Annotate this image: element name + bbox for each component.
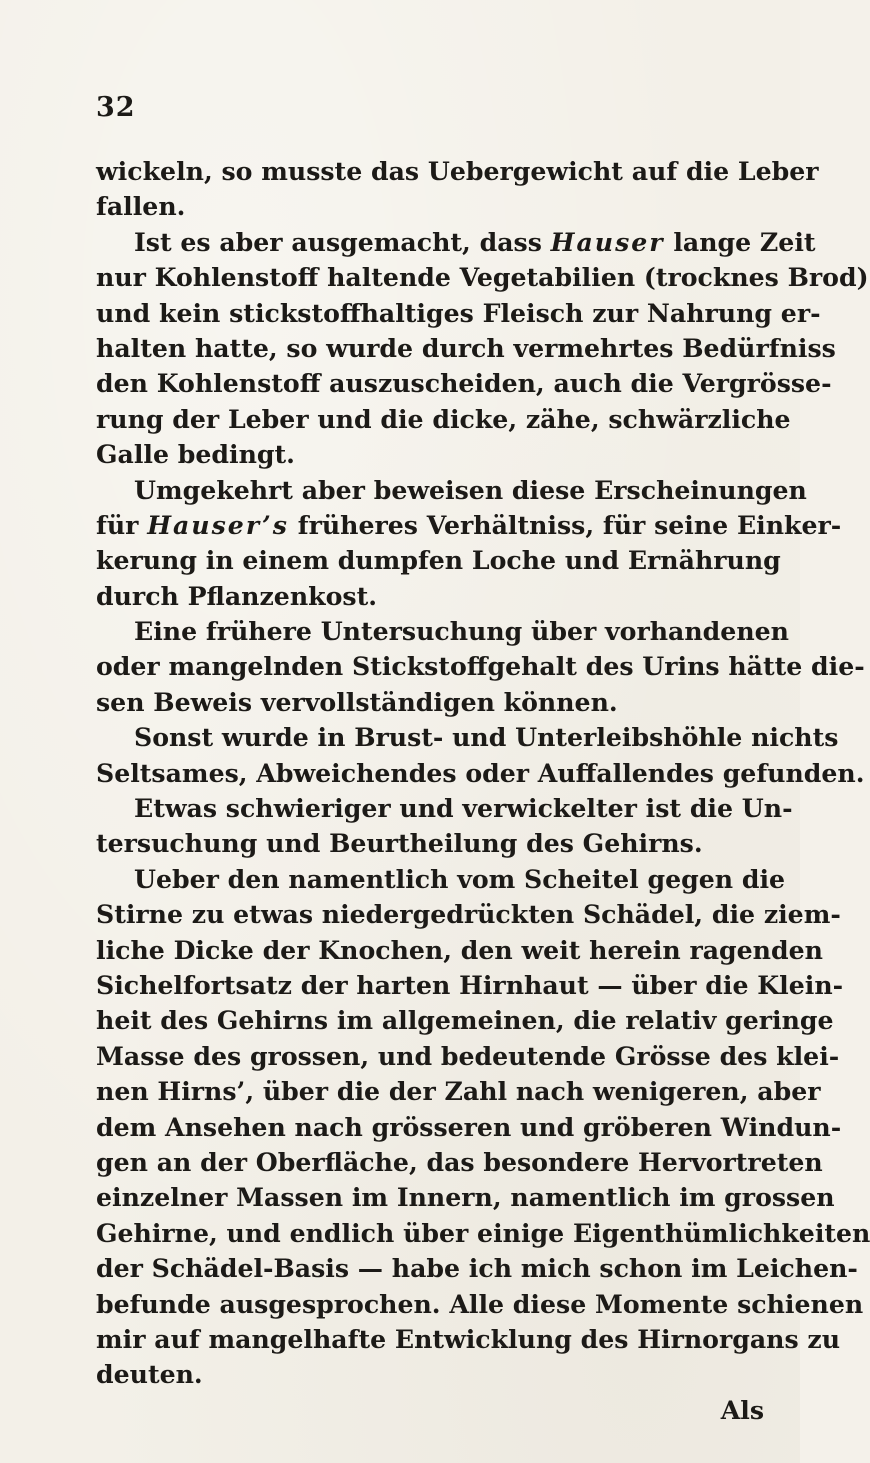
text-line: Galle bedingt. bbox=[96, 439, 295, 470]
text-line: Stirne zu etwas niedergedrückten Schädel, die ziem- bbox=[96, 899, 841, 930]
text-line: Umgekehrt aber beweisen diese Erscheinungen bbox=[134, 474, 807, 505]
text-line bbox=[96, 225, 816, 260]
text-segment: früheres Verhältniss, für seine Einker- bbox=[288, 509, 842, 540]
text-line: Seltsames, Abweichendes oder Auffallendes gefunden. bbox=[96, 757, 865, 788]
text-line: nur Kohlenstoff haltende Vegetabilien (trocknes Brod) bbox=[96, 262, 869, 293]
catchword: Als bbox=[720, 1394, 764, 1425]
text-line: heit des Gehirns im allgemeinen, die relativ geringe bbox=[96, 1005, 834, 1036]
text-line bbox=[96, 508, 842, 543]
text-segment: Ist es aber ausgemacht, dass bbox=[134, 226, 551, 257]
text-line: oder mangelnden Stickstoffgehalt des Urins hätte die- bbox=[96, 651, 865, 682]
text-line: Sonst wurde in Brust- und Unterleibshöhle nichts bbox=[134, 722, 839, 753]
text-line: tersuchung und Beurtheilung des Gehirns. bbox=[96, 828, 703, 859]
text-line: Masse des grossen, und bedeutende Grösse des klei- bbox=[96, 1040, 840, 1071]
text-line: Ueber den namentlich vom Scheitel gegen die bbox=[134, 863, 786, 894]
text-line: durch Pflanzenkost. bbox=[96, 580, 377, 611]
text-line: Gehirne, und endlich über einige Eigenthümlichkeiten bbox=[96, 1217, 870, 1248]
text-line: gen an der Oberfläche, das besondere Hervortreten bbox=[96, 1146, 823, 1177]
page-number: 32 bbox=[96, 92, 136, 123]
text-line: einzelner Massen im Innern, namentlich im grossen bbox=[96, 1182, 835, 1213]
text-line: rung der Leber und die dicke, zähe, schwärzliche bbox=[96, 403, 791, 434]
text-line: dem Ansehen nach grösseren und gröberen Windun- bbox=[96, 1111, 842, 1142]
italic-name: Hauser bbox=[550, 226, 665, 257]
text-segment: lange Zeit bbox=[664, 226, 816, 257]
text-line: mir auf mangelhafte Entwicklung des Hirnorgans zu bbox=[96, 1323, 841, 1354]
italic-name: Hauser’s bbox=[147, 509, 289, 540]
body-text bbox=[96, 154, 870, 1428]
text-line: der Schädel-Basis — habe ich mich schon im Leichen- bbox=[96, 1253, 858, 1284]
text-line: den Kohlenstoff auszuscheiden, auch die Vergrösse- bbox=[96, 368, 832, 399]
text-line: und kein stickstoffhaltiges Fleisch zur Nahrung er- bbox=[96, 297, 821, 328]
text-segment: für bbox=[96, 509, 148, 540]
text-line: Eine frühere Untersuchung über vorhandenen bbox=[134, 616, 789, 647]
text-line: Etwas schwieriger und verwickelter ist die Un- bbox=[134, 793, 793, 824]
text-line: fallen. bbox=[96, 191, 186, 222]
text-line: halten hatte, so wurde durch vermehrtes Bedürfniss bbox=[96, 332, 836, 363]
text-line: wickeln, so musste das Uebergewicht auf die Leber bbox=[96, 156, 819, 186]
text-line: befunde ausgesprochen. Alle diese Momente schienen bbox=[96, 1288, 864, 1319]
text-line: nen Hirns’, über die der Zahl nach wenigeren, aber bbox=[96, 1076, 821, 1107]
text-line: kerung in einem dumpfen Loche und Ernährung bbox=[96, 545, 781, 576]
text-line: Sichelfortsatz der harten Hirnhaut — über die Klein- bbox=[96, 969, 844, 1000]
text-line: liche Dicke der Knochen, den weit herein ragenden bbox=[96, 934, 823, 965]
text-line: sen Beweis vervollständigen können. bbox=[96, 686, 618, 717]
text-line: deuten. bbox=[96, 1359, 203, 1390]
